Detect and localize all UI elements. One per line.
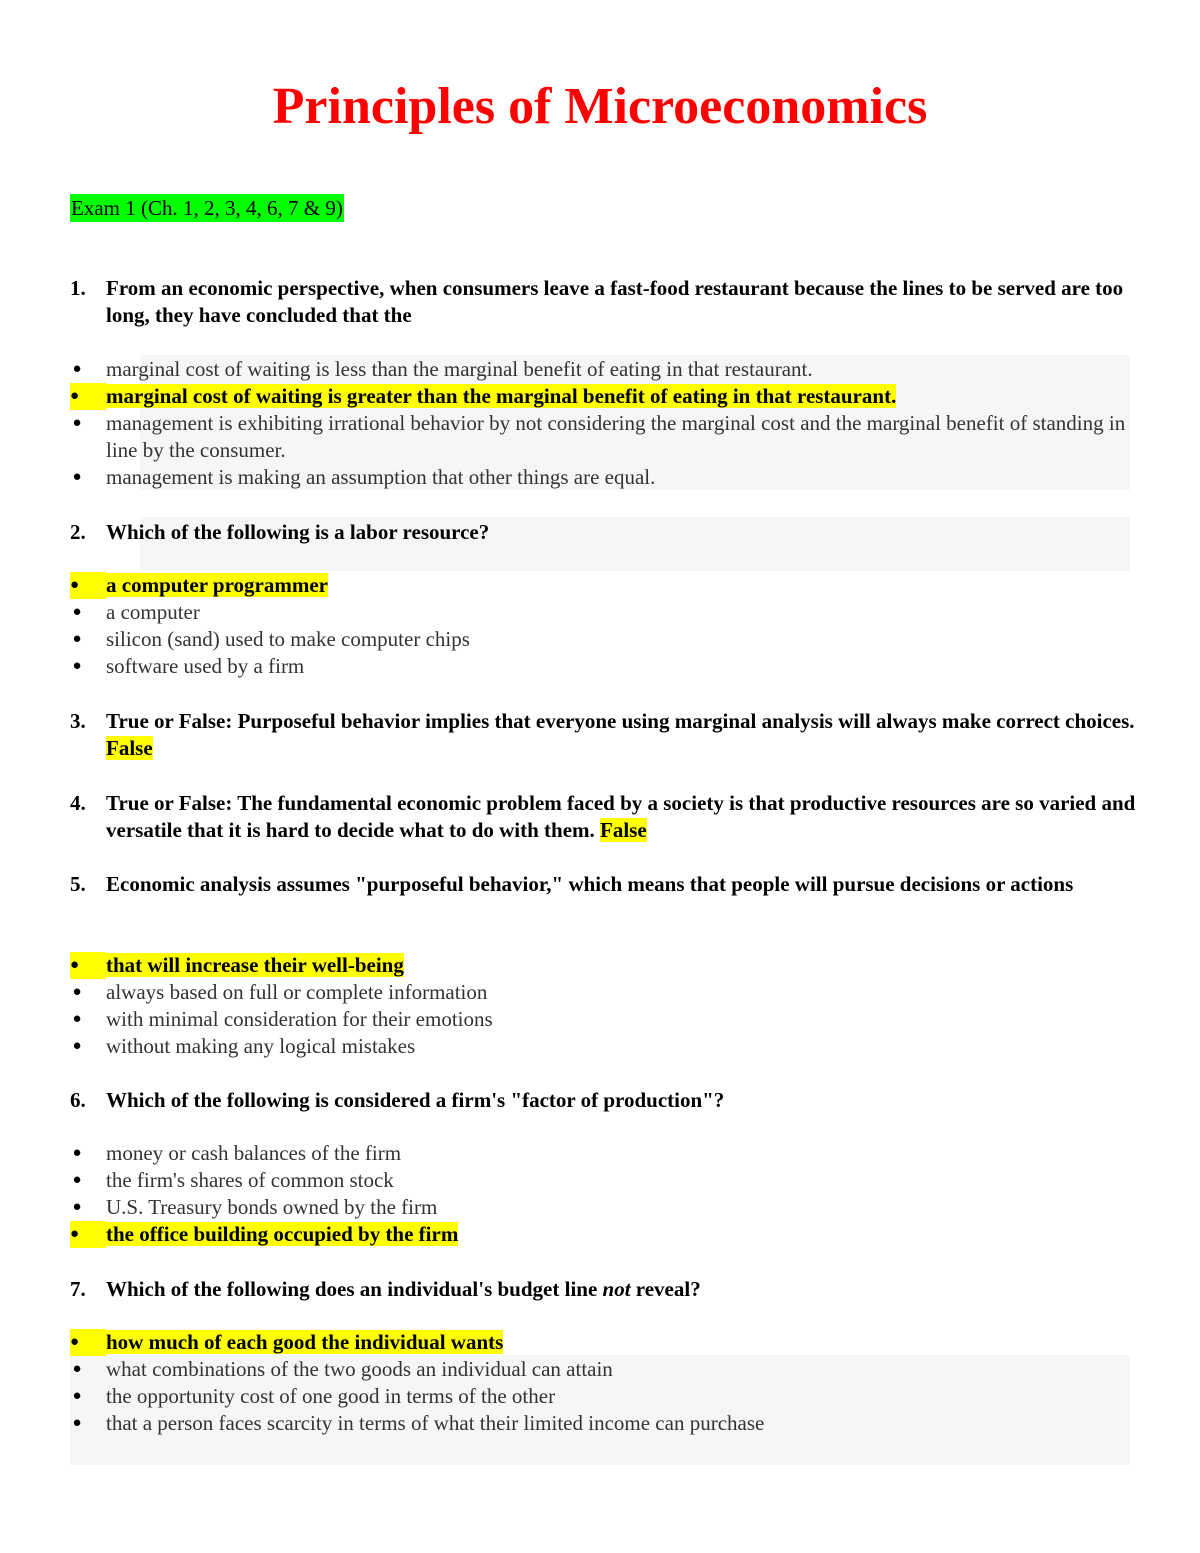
option: ● always based on full or complete information <box>70 979 1140 1006</box>
options-list-1 <box>70 356 1140 491</box>
question-6 <box>70 1087 1140 1114</box>
option: ● the firm's shares of common stock <box>70 1167 1140 1194</box>
bullet-icon: ● <box>72 1361 82 1377</box>
option: ● software used by a firm <box>70 653 1140 680</box>
option: ● what combinations of the two goods an individual can attain <box>70 1356 1140 1383</box>
question-2 <box>70 519 1140 546</box>
bullet-icon: ● <box>72 604 82 620</box>
bullet-icon: ● <box>72 1145 82 1161</box>
answer-highlight: False <box>106 736 153 760</box>
question-text: Which of the following is considered a firm's "factor of production"? <box>106 1088 725 1112</box>
bullet-icon: ● <box>72 984 82 1000</box>
options-list-7 <box>70 1329 1140 1437</box>
exam-label: Exam 1 (Ch. 1, 2, 3, 4, 6, 7 & 9) <box>71 196 343 220</box>
options-list-5 <box>70 952 1140 1060</box>
option-correct: ● how much of each good the individual wants <box>70 1330 504 1354</box>
bullet-icon: ● <box>72 1199 82 1215</box>
option: ● a computer <box>70 599 1140 626</box>
question-1 <box>70 275 1140 329</box>
bullet-icon: ● <box>72 415 82 431</box>
question-number: 2. <box>70 520 86 544</box>
question-4 <box>70 790 1140 844</box>
option: ● management is making an assumption that other things are equal. <box>70 464 1140 491</box>
question-number: 6. <box>70 1088 86 1112</box>
answer-highlight: False <box>600 818 647 842</box>
option-correct: ● that will increase their well-being <box>70 953 404 977</box>
question-text: True or False: Purposeful behavior implies that everyone using marginal analysis will always make correct choices. False <box>106 709 1135 760</box>
bullet-icon: ● <box>70 1221 106 1248</box>
question-text: True or False: The fundamental economic problem faced by a society is that productive resources are so varied and versatile that it is hard to decide what to do with them. False <box>106 791 1136 842</box>
page-title: Principles of Microeconomics <box>272 78 928 135</box>
option: ● silicon (sand) used to make computer chips <box>70 626 1140 653</box>
question-text: Which of the following does an individual's budget line not reveal? <box>106 1277 701 1301</box>
question-number: 7. <box>70 1277 86 1301</box>
question-text: Which of the following is a labor resource? <box>106 520 490 544</box>
option: ● that a person faces scarcity in terms of what their limited income can purchase <box>70 1410 1140 1437</box>
question-number: 4. <box>70 791 86 815</box>
option: ● with minimal consideration for their emotions <box>70 1006 1140 1033</box>
bullet-icon: ● <box>72 361 82 377</box>
option-correct: ● a computer programmer <box>70 573 328 597</box>
bullet-icon: ● <box>72 1172 82 1188</box>
bullet-icon: ● <box>72 1388 82 1404</box>
bullet-icon: ● <box>70 952 106 979</box>
bullet-icon: ● <box>70 1329 106 1356</box>
option: ● management is exhibiting irrational behavior by not considering the marginal cost and the marginal benefit of standing in line by the consumer. <box>70 410 1140 464</box>
question-number: 1. <box>70 276 86 300</box>
bullet-icon: ● <box>72 1038 82 1054</box>
bullet-icon: ● <box>72 658 82 674</box>
question-7 <box>70 1276 1140 1303</box>
bullet-icon: ● <box>70 572 106 599</box>
option-correct: ● marginal cost of waiting is greater than the marginal benefit of eating in that restaurant. <box>70 384 897 408</box>
option: ● the opportunity cost of one good in terms of the other <box>70 1383 1140 1410</box>
question-text: Economic analysis assumes "purposeful behavior," which means that people will pursue decisions or actions <box>106 872 1074 896</box>
option: ● U.S. Treasury bonds owned by the firm <box>70 1194 1140 1221</box>
options-list-6 <box>70 1140 1140 1248</box>
option-correct: ● the office building occupied by the firm <box>70 1222 459 1246</box>
option: ● without making any logical mistakes <box>70 1033 1140 1060</box>
question-text: From an economic perspective, when consumers leave a fast-food restaurant because the lines to be served are too long, they have concluded that the <box>106 276 1124 327</box>
bullet-icon: ● <box>72 1415 82 1431</box>
bullet-icon: ● <box>72 1011 82 1027</box>
bullet-icon: ● <box>70 383 106 410</box>
emphasis: not <box>602 1277 631 1301</box>
option: ● money or cash balances of the firm <box>70 1140 1140 1167</box>
question-number: 3. <box>70 709 86 733</box>
question-5 <box>70 871 1140 898</box>
question-number: 5. <box>70 872 86 896</box>
bullet-icon: ● <box>72 469 82 485</box>
bullet-icon: ● <box>72 631 82 647</box>
options-list-2 <box>70 572 1140 680</box>
question-3 <box>70 708 1140 762</box>
option: ● marginal cost of waiting is less than the marginal benefit of eating in that restaurant. <box>70 356 1140 383</box>
